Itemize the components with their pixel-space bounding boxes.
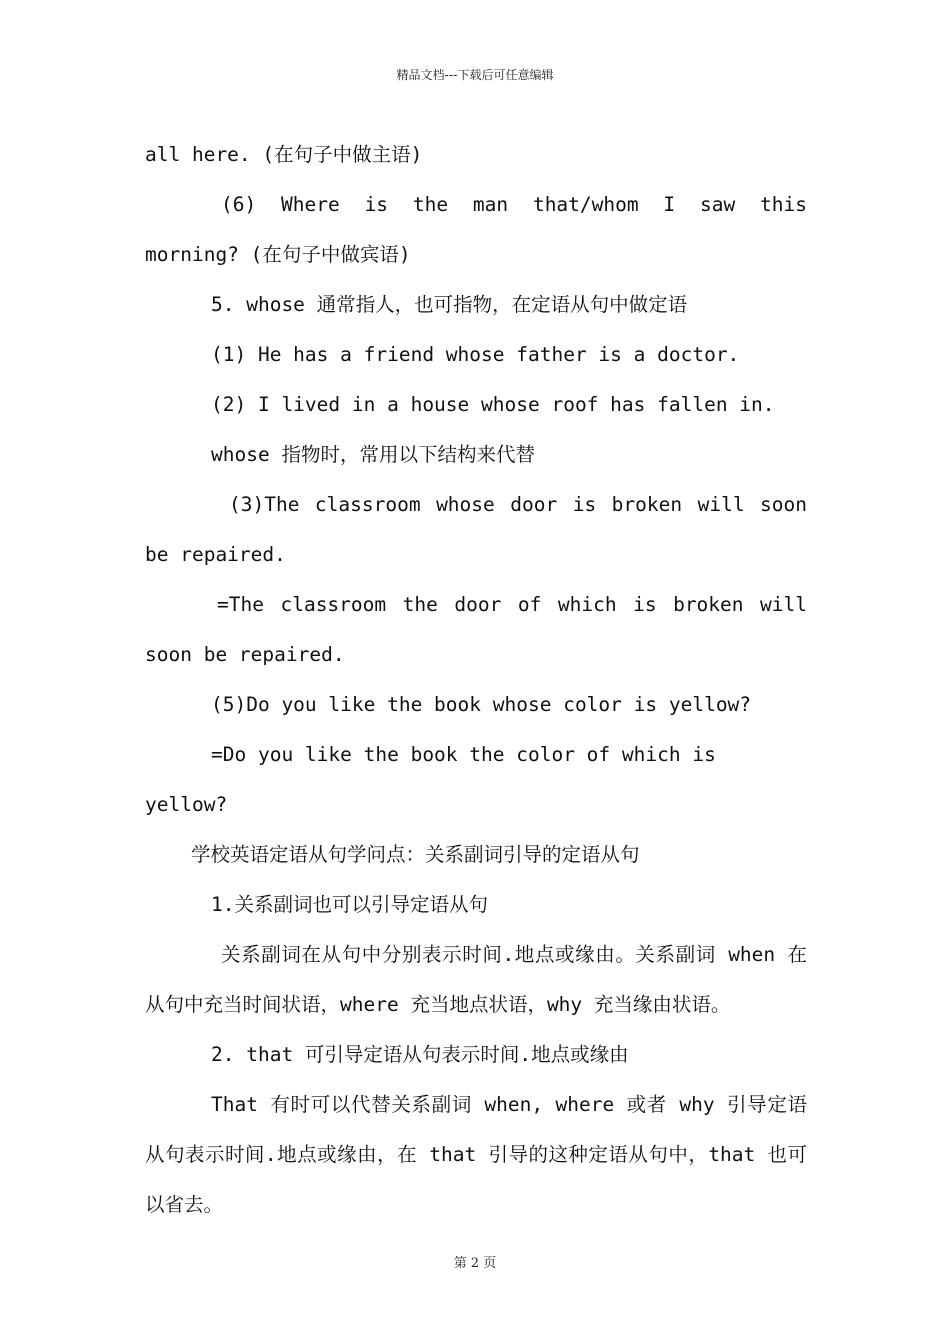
section-heading-relative-adverbs: 学校英语定语从句学问点：关系副词引导的定语从句 — [191, 843, 640, 866]
page-number: 第 2 页 — [453, 1256, 497, 1271]
paragraph-whose-heading: 5. whose 通常指人，也可指物，在定语从句中做定语 — [211, 293, 688, 316]
paragraph-subject-example: all here. (在句子中做主语) — [145, 143, 423, 166]
document-body — [145, 130, 807, 1230]
paragraph-that-explanation: That 有时可以代替关系副词 when, where 或者 why 引导定语从句表示时间.地点或缘由，在 that 引导的这种定语从句中，that 也可以省去。 — [145, 1093, 807, 1216]
paragraph-point-2: 2. that 可引导定语从句表示时间.地点或缘由 — [211, 1043, 629, 1066]
page-header: 精品文档---下载后可任意编辑 — [396, 68, 554, 82]
paragraph-of-which-example-5: =Do you like the book the color of which is yellow? — [145, 743, 716, 816]
paragraph-point-1: 1.关系副词也可以引导定语从句 — [211, 893, 488, 916]
paragraph-object-example: (6) Where is the man that/whom I saw this morning? (在句子中做宾语) — [145, 193, 807, 266]
paragraph-whose-example-3: (3)The classroom whose door is broken will soon be repaired. — [145, 493, 807, 566]
paragraph-relative-adverb-explanation: 关系副词在从句中分别表示时间.地点或缘由。关系副词 when 在从句中充当时间状语，where 充当地点状语，why 充当缘由状语。 — [145, 943, 807, 1016]
paragraph-whose-example-2: (2) I lived in a house whose roof has fallen in. — [211, 393, 775, 416]
paragraph-whose-thing-note: whose 指物时，常用以下结构来代替 — [211, 443, 535, 466]
paragraph-of-which-example-3: =The classroom the door of which is broken will soon be repaired. — [145, 593, 807, 666]
paragraph-whose-example-1: (1) He has a friend whose father is a doctor. — [211, 343, 740, 366]
paragraph-whose-example-5: (5)Do you like the book whose color is yellow? — [211, 693, 752, 716]
